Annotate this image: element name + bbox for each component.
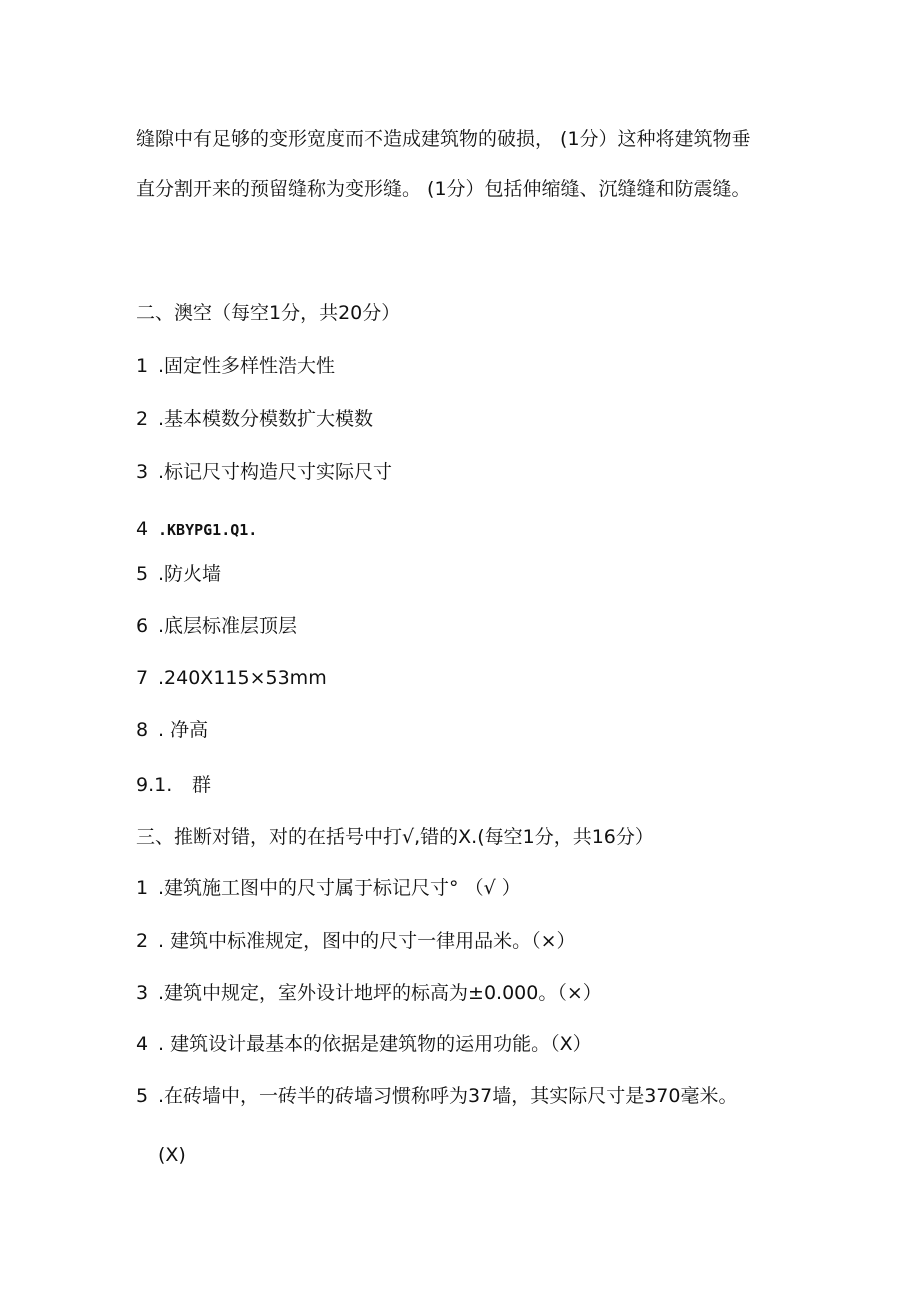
- item-number: 4: [136, 1033, 149, 1055]
- item-text: .建筑中规定，室外设计地坪的标高为±0.000。（×）: [158, 982, 602, 1004]
- item-number: 4: [136, 518, 149, 540]
- item-text: .在砖墙中，一砖半的砖墙习惯称呼为37墙，其实际尺寸是370毫米。: [158, 1085, 738, 1107]
- item-text: .基本模数分模数扩大模数: [158, 408, 374, 430]
- item-text: . 建筑设计最基本的依据是建筑物的运用功能。（X）: [158, 1033, 592, 1055]
- section-2-item-9: [136, 772, 211, 798]
- section-3-heading: 三、推断对错，对的在括号中打√,错的X.(每空1分，共16分）: [136, 826, 654, 848]
- item-number: 1: [136, 355, 149, 377]
- section-3-item-1: [136, 875, 521, 901]
- section-2-item-4: [136, 516, 257, 543]
- section-2-item-7: [136, 665, 327, 691]
- item-number: 2: [136, 930, 149, 952]
- item-number: 6: [136, 615, 149, 637]
- item-number: 3: [136, 982, 149, 1004]
- item-text: . 建筑中标准规定，图中的尺寸一律用品米。（×）: [158, 930, 576, 952]
- section-2-item-1: [136, 353, 335, 379]
- section-2-item-2: [136, 406, 373, 432]
- item-text: .底层标准层顶层: [158, 615, 298, 637]
- section-3-item-2: [136, 928, 576, 954]
- item-number: 1: [136, 877, 149, 899]
- item-text: .标记尺寸构造尺寸实际尺寸: [158, 461, 393, 483]
- section-2-item-5: [136, 561, 221, 587]
- item-number: 9.1.: [136, 774, 173, 796]
- section-3-item-5-answer: (X): [158, 1144, 186, 1166]
- item-number: 3: [136, 461, 149, 483]
- item-text: 群: [192, 774, 212, 796]
- item-text: .建筑施工图中的尺寸属于标记尺寸° （√ ）: [158, 877, 521, 899]
- intro-line-2: 直分割开来的预留缝称为变形缝。 (1分）包括伸缩缝、沉缝缝和防震缝。: [136, 178, 751, 200]
- item-text: .240X115×53mm: [158, 667, 327, 689]
- section-3-item-3: [136, 980, 602, 1006]
- item-text: .KBYPG1.Q1.: [158, 521, 258, 539]
- item-number: 7: [136, 667, 149, 689]
- section-2-heading: 二、澳空（每空1分，共20分）: [136, 302, 401, 324]
- section-3-item-4: [136, 1031, 592, 1057]
- item-number: 5: [136, 563, 149, 585]
- item-number: 5: [136, 1085, 149, 1107]
- item-text: .防火墙: [158, 563, 222, 585]
- section-2-item-6: [136, 613, 297, 639]
- item-number: 8: [136, 719, 149, 741]
- item-text: .固定性多样性浩大性: [158, 355, 336, 377]
- item-number: 2: [136, 408, 149, 430]
- section-2-item-8: [136, 717, 208, 743]
- intro-line-1: 缝隙中有足够的变形宽度而不造成建筑物的破损， (1分）这种将建筑物垂: [136, 128, 751, 150]
- section-2-item-3: [136, 459, 392, 485]
- item-text: . 净高: [158, 719, 209, 741]
- section-3-item-5: [136, 1083, 737, 1109]
